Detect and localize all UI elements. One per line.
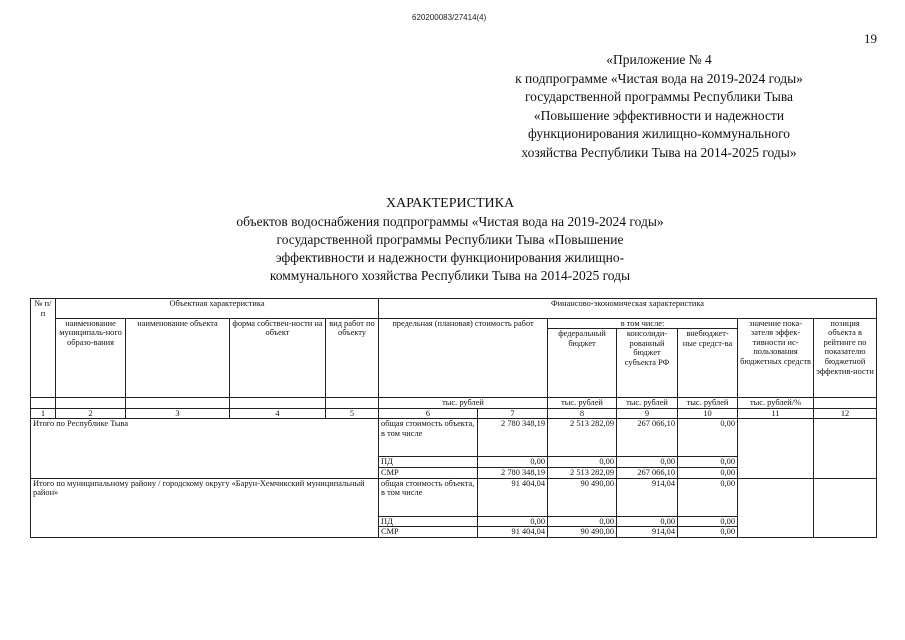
cell-extra: 0,00 bbox=[678, 478, 738, 516]
header-including: в том числе: bbox=[548, 318, 738, 329]
cell-total: 0,00 bbox=[478, 457, 548, 468]
title-line: государственной программы Республики Тыва «Повышение bbox=[276, 232, 624, 247]
cell-consolidated: 267 066,10 bbox=[617, 419, 678, 457]
cell-extra: 0,00 bbox=[678, 527, 738, 538]
characteristics-table bbox=[30, 298, 877, 538]
title-line: коммунального хозяйства Республики Тыва на 2014-2025 годы bbox=[269, 268, 631, 283]
unit-extrabudget: тыс. рублей bbox=[678, 398, 738, 409]
unit-consolidated: тыс. рублей bbox=[617, 398, 678, 409]
cell-total: 0,00 bbox=[478, 516, 548, 527]
cell-federal: 0,00 bbox=[548, 516, 617, 527]
cell-total: 91 404,04 bbox=[478, 527, 548, 538]
table-row bbox=[31, 419, 877, 457]
col-number: 2 bbox=[56, 408, 126, 419]
cell-consolidated: 914,04 bbox=[617, 478, 678, 516]
table-row bbox=[31, 478, 877, 516]
col-number: 12 bbox=[814, 408, 877, 419]
appendix-line: «Приложение № 4 bbox=[606, 52, 712, 67]
appendix-line: государственной программы Республики Тыва bbox=[524, 89, 794, 104]
section-name: Итого по Республике Тыва bbox=[31, 419, 379, 478]
header-work-type: вид работ по объекту bbox=[326, 318, 379, 398]
col-number: 6 bbox=[379, 408, 478, 419]
cell-federal: 0,00 bbox=[548, 457, 617, 468]
unit-cost: тыс. рублей bbox=[379, 398, 548, 409]
document-title bbox=[200, 195, 700, 285]
col-number: 11 bbox=[738, 408, 814, 419]
header-consolidated: консолиди-рованный бюджет субъекта РФ bbox=[617, 329, 678, 398]
document-id: 620200083/27414(4) bbox=[412, 13, 487, 22]
col-number: 8 bbox=[548, 408, 617, 419]
header-object-name: наименование объекта bbox=[126, 318, 230, 398]
appendix-header bbox=[449, 51, 869, 162]
header-object-group: Объектная характеристика bbox=[56, 299, 379, 319]
appendix-line: к подпрограмме «Чистая вода на 2019-2024 годы» bbox=[515, 70, 803, 86]
title-line: объектов водоснабжения подпрограммы «Чистая вода на 2019-2024 годы» bbox=[236, 214, 664, 229]
title-heading: ХАРАКТЕРИСТИКА bbox=[385, 196, 515, 211]
row-label: СМР bbox=[379, 527, 478, 538]
unit-indicator: тыс. рублей/% bbox=[738, 398, 814, 409]
cell-total: 91 404,04 bbox=[478, 478, 548, 516]
cell-federal: 2 513 282,09 bbox=[548, 468, 617, 479]
col-number: 4 bbox=[230, 408, 326, 419]
cell-consolidated: 0,00 bbox=[617, 516, 678, 527]
header-ownership: форма собствен-ности на объект bbox=[230, 318, 326, 398]
row-label: общая стоимость объекта, в том числе bbox=[379, 478, 478, 516]
header-indicator: значение пока-зателя эффек-тивности ис-пользования бюджетных средств bbox=[738, 318, 814, 398]
header-cost: предельная (плановая) стоимость работ bbox=[379, 318, 548, 398]
row-label: общая стоимость объекта, в том числе bbox=[379, 419, 478, 457]
col-number: 5 bbox=[326, 408, 379, 419]
cell-federal: 90 490,00 bbox=[548, 527, 617, 538]
row-label: ПД bbox=[379, 516, 478, 527]
title-line: эффективности и надежности функционирования жилищно- bbox=[275, 250, 625, 265]
header-extrabudget: внебюджет-ные средст-ва bbox=[678, 329, 738, 398]
section-name: Итого по муниципальному району / городскому округу «Барун-Хемчикский муниципальный район» bbox=[31, 478, 379, 537]
cell-federal: 2 513 282,09 bbox=[548, 419, 617, 457]
header-federal: федеральный бюджет bbox=[548, 329, 617, 398]
header-position: позиция объекта в рейтинге по показателю бюджетной эффектив-ности bbox=[814, 318, 877, 398]
col-number: 7 bbox=[478, 408, 548, 419]
col-number: 10 bbox=[678, 408, 738, 419]
row-label: СМР bbox=[379, 468, 478, 479]
header-municipality: наименование муниципаль-ного образо-вания bbox=[56, 318, 126, 398]
cell-extra: 0,00 bbox=[678, 419, 738, 457]
appendix-line: «Повышение эффективности и надежности bbox=[533, 107, 785, 123]
cell-total: 2 780 348,19 bbox=[478, 419, 548, 457]
page-number: 19 bbox=[864, 31, 877, 46]
cell-federal: 90 490,00 bbox=[548, 478, 617, 516]
col-number: 3 bbox=[126, 408, 230, 419]
appendix-line: функционирования жилищно-коммунального bbox=[527, 126, 791, 141]
col-number: 1 bbox=[31, 408, 56, 419]
appendix-line: хозяйства Республики Тыва на 2014-2025 годы» bbox=[521, 144, 797, 160]
col-number: 9 bbox=[617, 408, 678, 419]
cell-extra: 0,00 bbox=[678, 457, 738, 468]
cell-consolidated: 0,00 bbox=[617, 457, 678, 468]
cell-total: 2 780 348,19 bbox=[478, 468, 548, 479]
cell-extra: 0,00 bbox=[678, 516, 738, 527]
cell-consolidated: 267 066,10 bbox=[617, 468, 678, 479]
row-label: ПД bbox=[379, 457, 478, 468]
header-no: № п/п bbox=[31, 299, 56, 319]
cell-extra: 0,00 bbox=[678, 468, 738, 479]
cell-consolidated: 914,04 bbox=[617, 527, 678, 538]
header-finance-group: Финансово-экономическая характеристика bbox=[379, 299, 877, 319]
unit-federal: тыс. рублей bbox=[548, 398, 617, 409]
